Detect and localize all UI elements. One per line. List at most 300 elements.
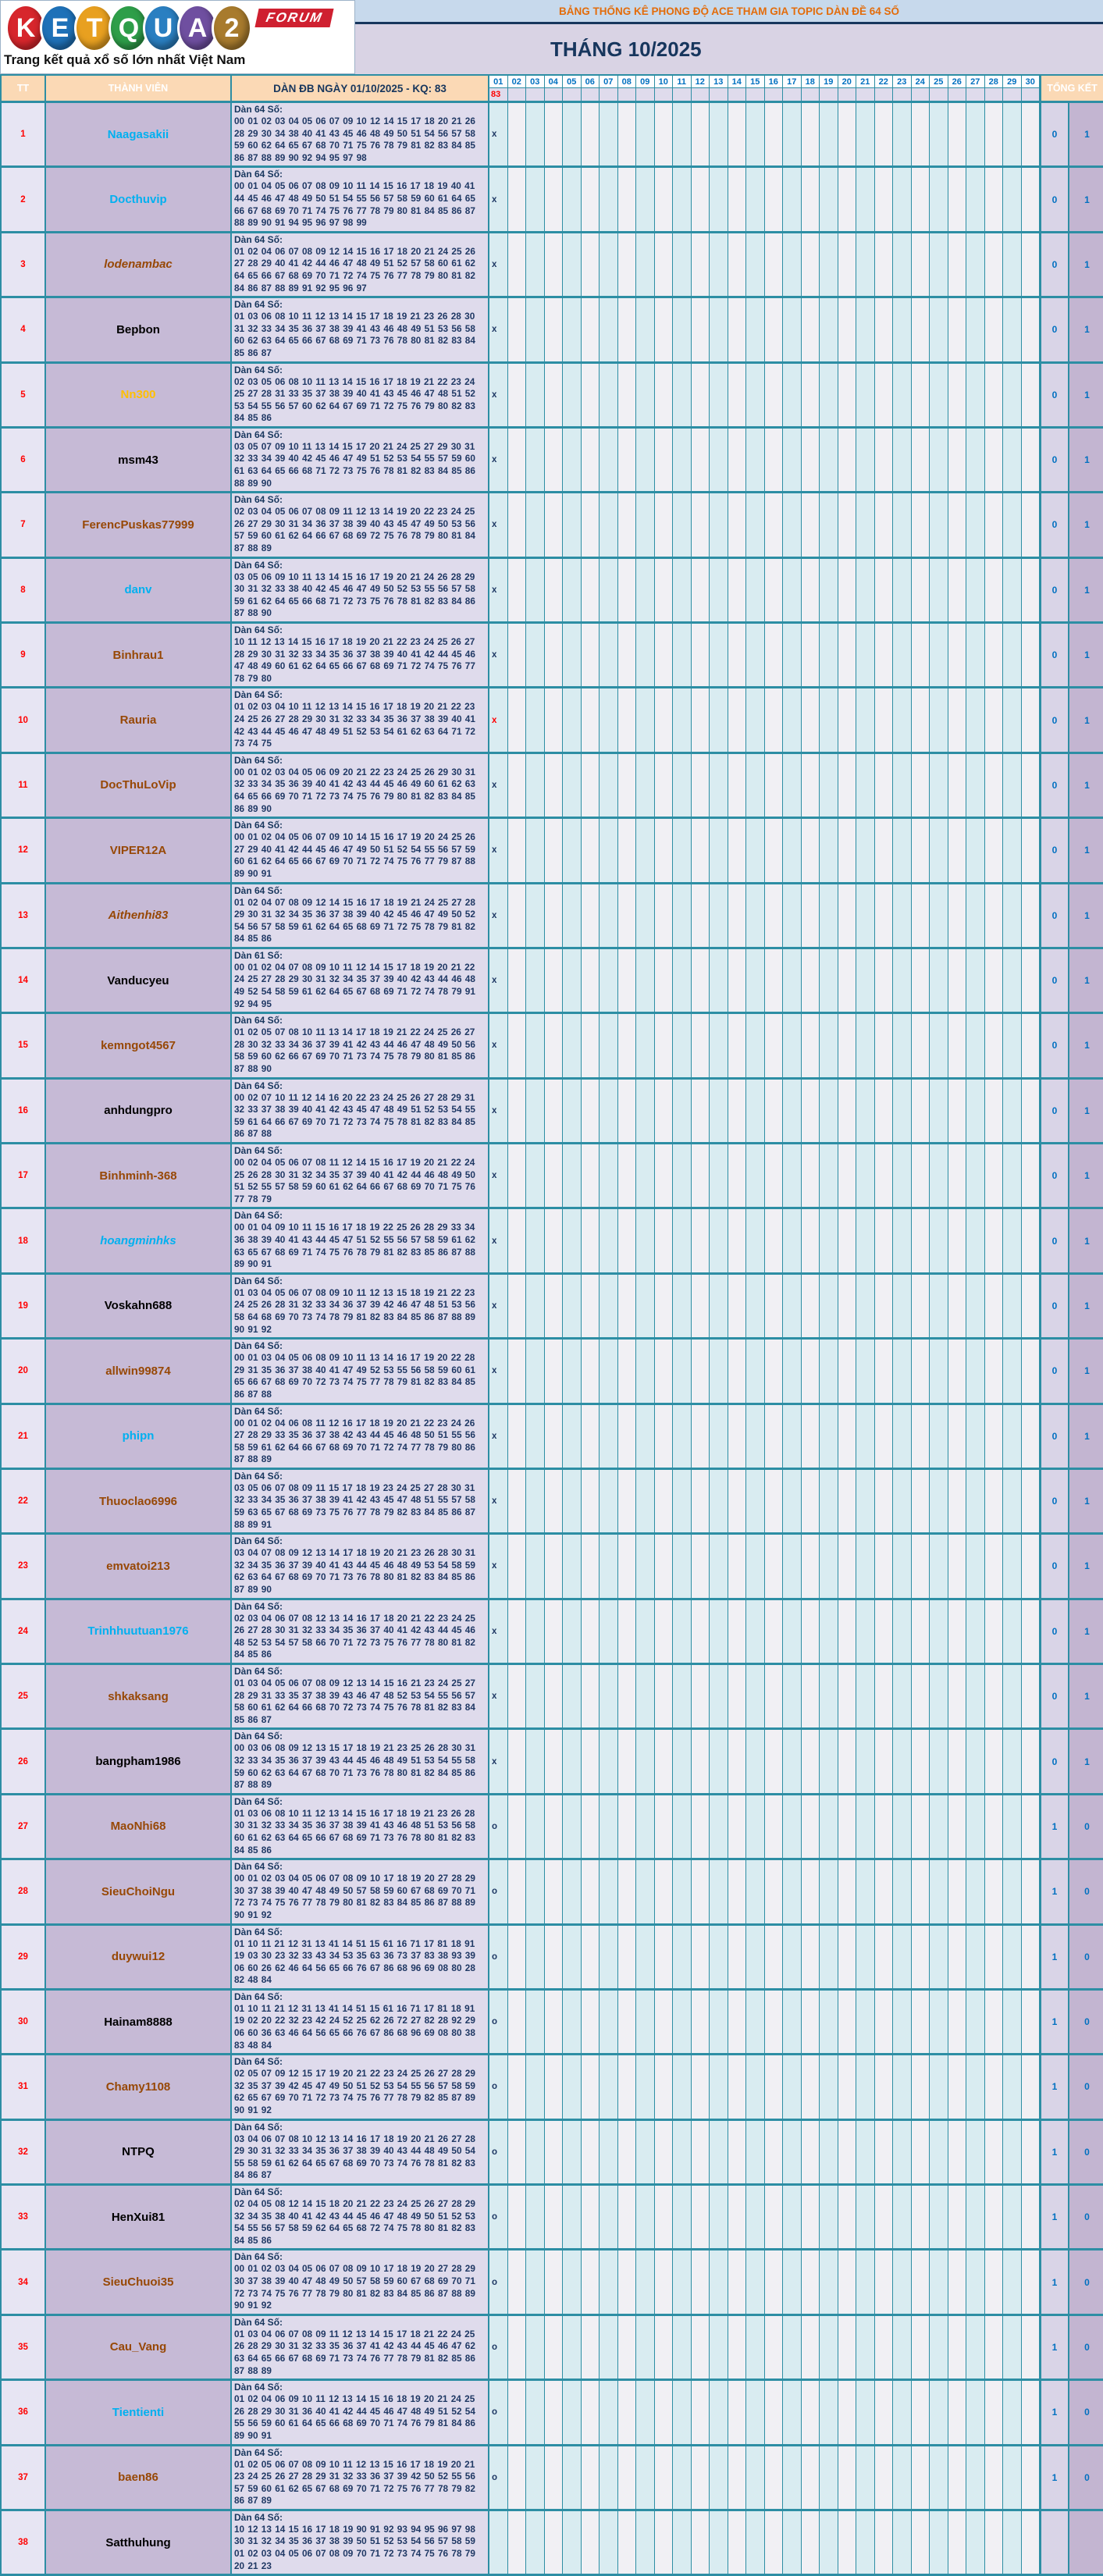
member-name[interactable]: Vanducyeu <box>46 949 232 1012</box>
day-cell <box>765 1405 784 1468</box>
day-cell <box>545 1665 564 1727</box>
day-cell <box>582 168 600 230</box>
day-cell <box>545 754 564 817</box>
day-cell <box>783 2250 802 2313</box>
table-row <box>2 1793 1101 1858</box>
day-cell <box>636 1275 655 1337</box>
set-label: Dàn 64 Số: <box>234 1470 283 1482</box>
day-cell <box>838 819 857 881</box>
member-name[interactable]: Hainam8888 <box>46 1991 232 2053</box>
member-name[interactable]: Naagasakii <box>46 103 232 165</box>
day-cell <box>783 103 802 165</box>
day-cell <box>618 754 637 817</box>
day-cell <box>600 2446 618 2509</box>
day-cell <box>875 2511 894 2574</box>
set-label: Dàn 64 Số: <box>234 1600 283 1612</box>
set-numbers: 03 04 06 07 08 10 12 13 14 16 17 18 19 20 21 26 27 28 29 30 31 32 33 34 35 36 37 38 39 40 43 44 48 49 50 54 55 58 59 61 62 64 65 67 68 69 70 73 74 76 78 81 82 83 84 86 87 <box>234 2133 475 2181</box>
day-cell <box>545 1470 564 1532</box>
member-name[interactable]: Rauria <box>46 688 232 751</box>
day-cell <box>893 2381 912 2443</box>
logo-letter: 2 <box>212 4 252 52</box>
day-cell <box>948 2186 967 2248</box>
day-cell <box>783 949 802 1012</box>
day-cell <box>985 1405 1004 1468</box>
day-cell <box>802 754 820 817</box>
row-index: 37 <box>2 2446 46 2509</box>
day-cell <box>820 298 838 361</box>
member-name[interactable]: emvatoi213 <box>46 1535 232 1597</box>
day-cell <box>856 1991 875 2053</box>
day-cell <box>966 1795 985 1858</box>
day-cell <box>820 1080 838 1142</box>
day-cell <box>930 559 948 621</box>
day-cell <box>765 233 784 296</box>
member-name[interactable]: anhdungpro <box>46 1080 232 1142</box>
day-cell <box>1003 1926 1022 1988</box>
table-row <box>2 1532 1101 1597</box>
day-cell <box>1003 1665 1022 1727</box>
day-labels-row <box>489 74 1040 88</box>
day-cell <box>545 2511 564 2574</box>
day-cell <box>856 624 875 686</box>
member-name[interactable]: shkaksang <box>46 1665 232 1727</box>
day-cell <box>710 2511 728 2574</box>
day-cell <box>489 2250 508 2313</box>
day-cell <box>820 2250 838 2313</box>
day-cell <box>508 1600 527 1663</box>
day-cell <box>893 1209 912 1272</box>
day-cell <box>820 364 838 426</box>
day-cell <box>545 1860 564 1923</box>
day-cell <box>875 429 894 491</box>
day-cell <box>930 624 948 686</box>
total-second: 1 <box>1069 884 1103 947</box>
day-cell <box>802 103 820 165</box>
day-cell <box>582 2186 600 2248</box>
member-name[interactable]: VIPER12A <box>46 819 232 881</box>
day-cell <box>930 1144 948 1207</box>
set-numbers: 10 12 13 14 15 16 17 18 19 90 91 92 93 94 95 96 97 98 30 31 32 34 35 36 37 38 39 50 51 52 53 54 56 57 58 59 01 02 03 04 05 06 07 08 09 70 71 72 73 74 75 76 78 79 20 21 23 <box>234 2523 475 2571</box>
day-cell <box>746 819 765 881</box>
member-name[interactable]: Aithenhi83 <box>46 884 232 947</box>
day-cell <box>783 1144 802 1207</box>
number-set <box>232 1926 489 1988</box>
day-cell <box>582 1665 600 1727</box>
day-cell <box>948 429 967 491</box>
kq-cell-25 <box>930 88 948 101</box>
day-cell <box>966 168 985 230</box>
day-cell <box>710 688 728 751</box>
day-cell <box>636 1795 655 1858</box>
day-cells <box>489 103 1041 165</box>
day-cells <box>489 1470 1041 1532</box>
day-cell <box>655 1080 674 1142</box>
day-cell <box>636 1144 655 1207</box>
member-name[interactable]: danv <box>46 559 232 621</box>
day-cell <box>912 1080 930 1142</box>
day-cell <box>655 233 674 296</box>
day-cells <box>489 559 1041 621</box>
row-index: 38 <box>2 2511 46 2574</box>
total-first: 1 <box>1041 2055 1069 2118</box>
day-cell <box>618 1535 637 1597</box>
day-cell <box>1003 1340 1022 1402</box>
day-cell <box>508 2381 527 2443</box>
day-cell <box>582 884 600 947</box>
day-cells <box>489 1535 1041 1597</box>
day-cell <box>508 1665 527 1727</box>
day-cell <box>692 1730 710 1792</box>
day-cell <box>618 2121 637 2183</box>
day-cell <box>930 949 948 1012</box>
day-cell <box>930 2250 948 2313</box>
kq-cell-08 <box>618 88 637 101</box>
set-label: Dàn 64 Số: <box>234 2251 283 2263</box>
day-cell <box>692 2446 710 2509</box>
day-cell <box>1003 2511 1022 2574</box>
day-cell <box>838 1144 857 1207</box>
day-cell <box>802 884 820 947</box>
day-cell <box>802 1405 820 1468</box>
day-cell <box>912 364 930 426</box>
day-cell <box>966 1144 985 1207</box>
day-cell <box>930 1730 948 1792</box>
day-cell <box>875 1144 894 1207</box>
result-mark: x <box>492 1041 497 1051</box>
total-first: 0 <box>1041 884 1069 947</box>
result-mark: x <box>492 1692 497 1702</box>
day-cell <box>966 1860 985 1923</box>
number-set <box>232 1014 489 1076</box>
logo-letter: A <box>177 4 218 52</box>
day-header-25: 25 <box>930 74 948 88</box>
day-cell <box>948 1795 967 1858</box>
day-cell <box>1003 884 1022 947</box>
day-cell <box>746 1080 765 1142</box>
day-cell <box>948 1080 967 1142</box>
day-header-19: 19 <box>820 74 838 88</box>
day-cell <box>489 1080 508 1142</box>
day-cell <box>526 2186 545 2248</box>
day-cell <box>526 1665 545 1727</box>
day-cell <box>526 364 545 426</box>
day-cell <box>966 688 985 751</box>
day-cell <box>618 1860 637 1923</box>
day-cell <box>728 1665 747 1727</box>
day-cell <box>985 364 1004 426</box>
day-cell <box>746 2446 765 2509</box>
day-cell <box>563 1991 582 2053</box>
day-cell <box>508 2446 527 2509</box>
member-name[interactable]: Satthuhung <box>46 2511 232 2574</box>
day-cell <box>563 1275 582 1337</box>
day-cell <box>526 2316 545 2379</box>
member-name[interactable]: Docthuvip <box>46 168 232 230</box>
day-cell <box>508 103 527 165</box>
set-label: Dàn 64 Số: <box>234 559 283 571</box>
day-cell <box>746 1991 765 2053</box>
result-mark: x <box>492 390 497 400</box>
day-cell <box>856 493 875 556</box>
member-name[interactable]: Bepbon <box>46 298 232 361</box>
member-name[interactable]: NTPQ <box>46 2121 232 2183</box>
day-cell <box>783 2055 802 2118</box>
day-cell <box>673 429 692 491</box>
day-cell <box>728 1795 747 1858</box>
day-cell <box>526 233 545 296</box>
day-cell <box>875 624 894 686</box>
table-row <box>2 1337 1101 1402</box>
day-cell <box>728 1926 747 1988</box>
day-cell <box>856 819 875 881</box>
day-cell <box>655 1926 674 1988</box>
member-name[interactable]: Chamy1108 <box>46 2055 232 2118</box>
member-name[interactable]: Tientienti <box>46 2381 232 2443</box>
day-cell <box>728 168 747 230</box>
set-numbers: 00 01 02 04 05 06 07 09 10 14 15 16 17 19 20 24 25 26 27 29 40 41 42 44 45 46 47 49 50 51 52 54 55 56 57 59 60 61 62 64 65 66 67 69 70 71 72 74 75 76 77 79 87 88 89 90 91 <box>234 831 475 879</box>
day-header-15: 15 <box>746 74 765 88</box>
day-cell <box>783 493 802 556</box>
day-cell <box>710 1405 728 1468</box>
day-cell <box>856 1209 875 1272</box>
day-cell <box>746 624 765 686</box>
day-cell <box>985 559 1004 621</box>
row-index: 19 <box>2 1275 46 1337</box>
table-row <box>2 2444 1101 2509</box>
table-row <box>2 231 1101 296</box>
day-cell <box>508 1275 527 1337</box>
day-cell <box>673 1275 692 1337</box>
day-cell <box>930 1405 948 1468</box>
day-cell <box>582 2511 600 2574</box>
day-cell <box>802 1795 820 1858</box>
day-cells <box>489 298 1041 361</box>
day-cell <box>912 1600 930 1663</box>
day-cell <box>948 1991 967 2053</box>
set-label: Dàn 64 Số: <box>234 299 283 311</box>
day-cell <box>930 1600 948 1663</box>
day-cells <box>489 1991 1041 2053</box>
day-cell <box>985 168 1004 230</box>
set-numbers: 00 02 04 05 06 07 08 11 12 14 15 16 17 19 20 21 22 24 25 26 28 30 31 32 34 35 37 39 40 41 42 44 46 48 49 50 51 52 55 57 58 59 60 61 62 64 66 67 68 69 70 71 75 76 77 78 79 <box>234 1157 475 1204</box>
day-cell <box>655 688 674 751</box>
day-cell <box>489 1665 508 1727</box>
day-cell <box>526 624 545 686</box>
day-cell <box>875 233 894 296</box>
result-mark: x <box>492 325 497 335</box>
day-cell <box>655 2511 674 2574</box>
day-cell <box>875 1340 894 1402</box>
member-name[interactable]: Binhrau1 <box>46 624 232 686</box>
member-name[interactable]: lodenambac <box>46 233 232 296</box>
day-cell <box>856 1340 875 1402</box>
day-cell <box>582 1405 600 1468</box>
day-cell <box>636 1600 655 1663</box>
total-second: 0 <box>1069 2250 1103 2313</box>
day-cell <box>802 233 820 296</box>
total-first: 0 <box>1041 1600 1069 1663</box>
member-name[interactable]: DocThuLoVip <box>46 754 232 817</box>
set-numbers: 02 03 05 06 08 10 11 13 14 15 16 17 18 19 21 22 23 24 25 27 28 31 33 35 37 38 39 40 41 43 45 46 47 48 51 52 53 54 55 56 57 60 62 64 67 69 71 72 75 76 79 80 82 83 84 85 86 <box>234 375 475 424</box>
day-cell <box>985 1144 1004 1207</box>
member-name[interactable]: Trinhhuutuan1976 <box>46 1600 232 1663</box>
day-cell <box>838 1991 857 2053</box>
day-cell <box>985 2316 1004 2379</box>
member-name[interactable]: msm43 <box>46 429 232 491</box>
day-cell <box>526 819 545 881</box>
day-cell <box>765 364 784 426</box>
day-cell <box>673 233 692 296</box>
member-name[interactable]: Cau_Vang <box>46 2316 232 2379</box>
site-logo[interactable] <box>0 0 355 74</box>
day-cell <box>893 1991 912 2053</box>
member-name[interactable]: MaoNhi68 <box>46 1795 232 1858</box>
day-cell <box>600 819 618 881</box>
day-cell <box>875 1470 894 1532</box>
day-cell <box>930 1665 948 1727</box>
day-cell <box>673 2250 692 2313</box>
day-cell <box>563 493 582 556</box>
day-cell <box>746 2511 765 2574</box>
set-label: Dàn 64 Số: <box>234 2382 283 2393</box>
row-index: 23 <box>2 1535 46 1597</box>
day-cell <box>746 1209 765 1272</box>
row-index: 34 <box>2 2250 46 2313</box>
member-name[interactable]: phipn <box>46 1405 232 1468</box>
day-cell <box>783 624 802 686</box>
member-name[interactable]: FerencPuskas77999 <box>46 493 232 556</box>
member-name[interactable]: allwin99874 <box>46 1340 232 1402</box>
day-cell <box>966 2381 985 2443</box>
day-cell <box>985 493 1004 556</box>
table-row <box>2 686 1101 751</box>
day-cell <box>582 1275 600 1337</box>
day-cell <box>783 364 802 426</box>
day-cell <box>820 1795 838 1858</box>
day-cell <box>838 493 857 556</box>
member-name[interactable]: SieuChoiNgu <box>46 1860 232 1923</box>
day-cell <box>728 1730 747 1792</box>
day-cell <box>820 1600 838 1663</box>
day-cell <box>930 819 948 881</box>
table-row <box>2 165 1101 230</box>
member-name[interactable]: Binhminh-368 <box>46 1144 232 1207</box>
member-name[interactable]: kemngot4567 <box>46 1014 232 1076</box>
day-cell <box>600 1730 618 1792</box>
day-cell <box>1003 2186 1022 2248</box>
kq-cell-09 <box>636 88 655 101</box>
day-cell <box>710 754 728 817</box>
day-cell <box>489 624 508 686</box>
total-second: 1 <box>1069 1144 1103 1207</box>
day-cell <box>1022 688 1041 751</box>
day-cell <box>728 624 747 686</box>
day-cell <box>893 2250 912 2313</box>
number-set <box>232 1665 489 1727</box>
day-cell <box>820 103 838 165</box>
member-name[interactable]: bangpham1986 <box>46 1730 232 1792</box>
number-set <box>232 884 489 947</box>
day-cell <box>728 1991 747 2053</box>
day-cell <box>618 1665 637 1727</box>
day-cell <box>948 1926 967 1988</box>
day-cell <box>930 1860 948 1923</box>
number-set <box>232 1405 489 1468</box>
day-cell <box>912 754 930 817</box>
day-cell <box>563 1470 582 1532</box>
day-cell <box>545 1991 564 2053</box>
table-row <box>2 1403 1101 1468</box>
day-cell <box>838 233 857 296</box>
set-numbers: 00 01 02 04 07 08 09 10 11 12 14 15 17 18 19 20 21 22 24 25 27 28 29 30 31 32 34 35 37 39 40 42 43 44 46 48 49 52 54 58 59 61 62 64 65 67 68 69 71 72 74 78 79 91 92 94 95 <box>234 961 475 1009</box>
day-cell <box>673 624 692 686</box>
day-cell <box>856 1926 875 1988</box>
member-name[interactable]: baen86 <box>46 2446 232 2509</box>
day-cell <box>1003 688 1022 751</box>
day-cell <box>636 103 655 165</box>
member-name[interactable]: Voskahn688 <box>46 1275 232 1337</box>
member-name[interactable]: HenXui81 <box>46 2186 232 2248</box>
day-cell <box>600 1795 618 1858</box>
day-cell <box>966 2250 985 2313</box>
day-cell <box>966 1014 985 1076</box>
day-cell <box>710 1209 728 1272</box>
day-cell <box>820 1340 838 1402</box>
day-cell <box>783 1209 802 1272</box>
day-cell <box>582 103 600 165</box>
day-header-10: 10 <box>655 74 674 88</box>
day-cell <box>765 1730 784 1792</box>
day-cells <box>489 1860 1041 1923</box>
day-cell <box>746 884 765 947</box>
day-cell <box>489 1535 508 1597</box>
member-name[interactable]: Thuoclao6996 <box>46 1470 232 1532</box>
logo-letter: K <box>5 4 46 52</box>
day-cell <box>673 1795 692 1858</box>
day-cell <box>508 1795 527 1858</box>
member-name[interactable]: duywui12 <box>46 1926 232 1988</box>
day-cell <box>673 1860 692 1923</box>
day-cell <box>930 2121 948 2183</box>
day-cell <box>655 2446 674 2509</box>
day-cell <box>692 1144 710 1207</box>
day-cell <box>856 1144 875 1207</box>
day-cell <box>600 2186 618 2248</box>
day-cell <box>1022 298 1041 361</box>
day-cell <box>545 1014 564 1076</box>
member-name[interactable]: Nn300 <box>46 364 232 426</box>
day-cell <box>966 1080 985 1142</box>
member-name[interactable]: hoangminhks <box>46 1209 232 1272</box>
day-cell <box>582 2316 600 2379</box>
day-cell <box>838 1860 857 1923</box>
day-cell <box>545 2186 564 2248</box>
day-cell <box>875 103 894 165</box>
day-header-03: 03 <box>526 74 545 88</box>
day-cell <box>563 298 582 361</box>
member-name[interactable]: SieuChuoi35 <box>46 2250 232 2313</box>
day-cell <box>802 2186 820 2248</box>
day-cell <box>765 2446 784 2509</box>
total-second: 1 <box>1069 1470 1103 1532</box>
total-second: 1 <box>1069 1275 1103 1337</box>
day-cell <box>856 2511 875 2574</box>
result-mark: x <box>492 650 497 660</box>
day-cell <box>692 1926 710 1988</box>
day-cell <box>783 1014 802 1076</box>
day-cells <box>489 2250 1041 2313</box>
day-cell <box>692 884 710 947</box>
